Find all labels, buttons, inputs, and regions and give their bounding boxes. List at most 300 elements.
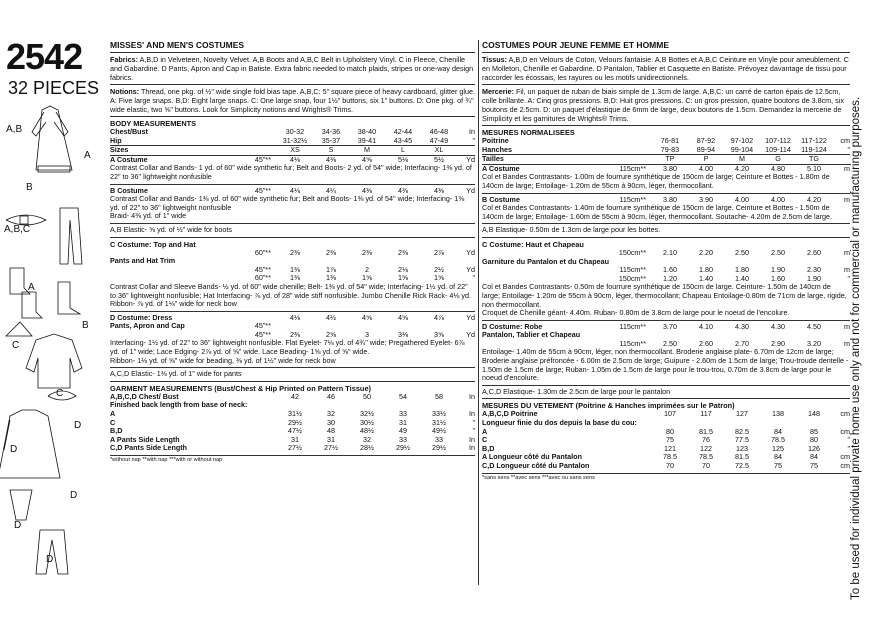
- cell: 2⅜: [290, 247, 300, 257]
- cell: 107: [664, 409, 676, 419]
- row-label: A Costume: [482, 163, 520, 173]
- cell: 4.10: [699, 321, 713, 331]
- cell: 46: [327, 391, 335, 401]
- footnote: *without nap **with nap ***with or without nap: [110, 455, 475, 464]
- fabric-width: 115cm**: [619, 194, 646, 204]
- row-label: A,B,C,D Chest/ Bust: [110, 391, 179, 401]
- cell: 87-92: [696, 136, 716, 145]
- fabrics-paragraph: [482, 55, 850, 85]
- fabric-width: 60"**: [254, 273, 271, 283]
- cell: 42: [291, 391, 299, 401]
- unit: m: [844, 338, 850, 348]
- cell: 5½: [434, 154, 444, 164]
- b-notes: Contrast Collar and Bands- 1⅜ yd. of 60" wide synthetic fur; Belt and Boots- 1⅜ yd. of 54" wide; Interfacing- 1⅜ yd. of 22" to 36" lightweight nonfusible: [110, 194, 465, 212]
- cell: 85: [810, 426, 818, 436]
- unit: ": [847, 273, 850, 283]
- fabric-width: 45"**: [254, 264, 271, 274]
- c-notes: Col et Bandes Contrastants- 0.50m de fourrure synthétique de 150cm de large. Ceinture- 1.50m de 140cm de large; Entoilage- 1.20m de 55cm à 90cm, léger, thermocollant; Chapeau Entoilage-0.80m de 71cm de large, rigide, non thermocollant.: [482, 282, 847, 309]
- english-title: MISSES' AND MEN'S COSTUMES: [110, 40, 475, 53]
- row-label: Hanches: [482, 146, 608, 155]
- cell: 4⅞: [434, 312, 444, 322]
- cell: 3.80: [663, 163, 677, 173]
- body-measurements-table: [482, 137, 850, 173]
- fabric-width: 45"**: [254, 329, 271, 339]
- cell: 3⅝: [434, 329, 444, 339]
- fabric-width: 115cm**: [619, 163, 646, 173]
- notions-paragraph: [482, 87, 850, 126]
- cell: 148: [808, 409, 820, 419]
- c-costume-table: [482, 249, 850, 283]
- notions-label: Mercerie:: [482, 87, 514, 96]
- cell: 5⅛: [398, 154, 408, 164]
- usage-note: To be used for individual private home use only and not for commercial or manufacturing purposes.: [850, 96, 862, 600]
- cell: 29½: [432, 443, 446, 453]
- cell: 1⅜: [326, 273, 336, 283]
- cell: 89-94: [688, 146, 724, 155]
- unit: ": [472, 273, 475, 283]
- row-label: Pantalon, Tablier et Chapeau: [482, 330, 581, 340]
- unit: ": [847, 435, 850, 445]
- unit: In: [469, 434, 475, 444]
- cell: 4⅛: [290, 185, 300, 195]
- view-label: B: [82, 320, 89, 331]
- cell: 2.20: [699, 247, 713, 257]
- fabric-width: 150cm**: [618, 247, 646, 257]
- cell: 35-37: [313, 137, 349, 146]
- row-label: A Pants Side Length: [110, 434, 180, 444]
- footnote: *sans sens **avec sens ***avec ou sans sens: [482, 473, 850, 482]
- cell: 1⅝: [398, 273, 408, 283]
- size-cell: S: [313, 146, 349, 156]
- cell: 121: [664, 443, 676, 453]
- unit: Yd: [466, 329, 475, 339]
- cell: 81.5: [735, 452, 749, 462]
- cell: 31-32½: [277, 137, 313, 146]
- c-costume-table: [110, 249, 475, 283]
- c-notes: Contrast Collar and Sleeve Bands- ½ yd. of 60" wide chenille; Belt- 1⅜ yd. of 54" wide; Interfacing- 1½ yd. of 22" to 36" lightweight nonfusible; Hat Interfacing- ⅞ yd. of 28" wide stiff nonfusible. Jumbo Chenille Rick Rack- 4⅛ yd.: [110, 281, 471, 300]
- view-label: A: [28, 282, 35, 293]
- unit: ": [472, 417, 475, 427]
- fabrics-label: Fabrics:: [110, 55, 138, 64]
- cell: 1.90: [807, 273, 821, 283]
- cell: 1.40: [699, 273, 713, 283]
- cell: 2.60: [807, 247, 821, 257]
- cell: 4.80: [771, 163, 785, 173]
- cell: 1.80: [699, 265, 713, 275]
- cell: 4½: [326, 312, 336, 322]
- cell: 123: [736, 443, 748, 453]
- cell: 119-124: [796, 146, 832, 155]
- cell: 4⅜: [362, 185, 372, 195]
- cell: 4⅝: [362, 154, 372, 164]
- cell: 3⅛: [398, 329, 408, 339]
- unit: cm: [840, 461, 850, 470]
- english-column: [110, 40, 475, 464]
- cell: 2½: [434, 264, 444, 274]
- fabric-width: 115cm**: [619, 265, 646, 275]
- cell: 2⅜: [398, 247, 408, 257]
- cell: 1.20: [663, 273, 677, 283]
- c-title: C Costume: Haut et Chapeau: [482, 239, 584, 249]
- cell: 4.30: [771, 321, 785, 331]
- row-label: D Costume: Robe: [482, 321, 543, 331]
- cell: 4.00: [771, 194, 785, 204]
- row-label: Pants, Apron and Cap: [110, 321, 185, 331]
- cell: 54: [399, 391, 407, 401]
- cell: 2.10: [663, 247, 677, 257]
- unit: ": [472, 426, 475, 436]
- cell: 107-112: [765, 136, 791, 145]
- cell: 31½: [432, 417, 446, 427]
- fabric-width: 115cm**: [619, 321, 646, 331]
- cell: 80: [810, 435, 818, 445]
- fabric-width: 45"**: [254, 154, 271, 164]
- cell: 1⅜: [290, 264, 300, 274]
- unit: m: [844, 194, 850, 204]
- cell: 2.50: [663, 338, 677, 348]
- cell: 27½: [288, 443, 302, 453]
- cell: 4.30: [735, 321, 749, 331]
- cell: 38-40: [357, 127, 377, 136]
- cell: 3: [365, 329, 369, 339]
- size-cell: M: [349, 146, 385, 156]
- cell: 5.10: [807, 163, 821, 173]
- cell: 2: [365, 264, 369, 274]
- cell: 39-41: [349, 137, 385, 146]
- d-costume-table: [482, 323, 850, 349]
- size-cell: M: [724, 155, 760, 165]
- unit: Yd: [466, 247, 475, 257]
- acd-elastic: A,C,D Elastique- 1.30m de 2.5cm de large pour le pantalon: [482, 388, 850, 400]
- garment-measurements-title: GARMENT MEASUREMENTS (Bust/Chest & Hip Printed on Pattern Tissue): [110, 383, 372, 393]
- view-illustrations: [0, 100, 104, 620]
- cell: 72.5: [735, 461, 749, 470]
- ab-elastic: A,B Elastique- 0.50m de 1.3cm de large pour les bottes.: [482, 226, 850, 238]
- unit: m: [844, 247, 850, 257]
- cell: 1.40: [735, 273, 749, 283]
- cell: 32: [327, 409, 335, 419]
- cell: 2.50: [735, 247, 749, 257]
- unit: cm: [840, 452, 850, 462]
- cell: 4.20: [807, 194, 821, 204]
- size-cell: G: [760, 155, 796, 165]
- pattern-number: 2542: [6, 36, 83, 77]
- cell: 82.5: [735, 426, 749, 436]
- notions-text: Thread, one pkg. of ½" wide single fold bias tape. A,B,C: 5" square piece of heavy cardboard, glitter glue. A: Five large snaps. B,D: Eight large snaps. C: One large snap, four 1½" buttons, six 1" buttons. D: One pkg. of ¾" wide elastic, two ⅝" buttons. Look for Simplicity notions and Wrights® Trims.: [110, 87, 475, 114]
- cell: 1⅜: [290, 273, 300, 283]
- view-label: D: [74, 420, 82, 431]
- view-label: A,B: [6, 124, 23, 135]
- view-label: D: [14, 520, 22, 531]
- notions-label: Notions:: [110, 87, 140, 96]
- cell: 3.80: [663, 194, 677, 204]
- cell: 34-36: [321, 127, 341, 136]
- cell: 70: [666, 461, 674, 470]
- cell: 2⅞: [434, 247, 444, 257]
- row-label: A Costume: [110, 154, 148, 164]
- cell: 3.90: [699, 194, 713, 204]
- a-notes: Col et Bandes Contrastants- 1.00m de fourrure synthétique de 150cm de large; Ceinture et Bottes - 1.80m de 140cm de large; Entoilage- 1.20m de 55cm à 90cm, léger, thermocollant.: [482, 173, 850, 193]
- garment-measurements-table: [110, 393, 475, 453]
- row-label: B Costume: [482, 194, 520, 204]
- d-ribbon: Ribbon- 1⅛ yd. of ⅝" wide for beading, ⅜ yd. of 1½" wide for neck bow: [110, 357, 475, 369]
- row-label: B,D: [110, 426, 123, 436]
- left-strip: [0, 0, 104, 627]
- row-label: D Costume: Dress: [110, 312, 173, 322]
- row-label: Pants and Hat Trim: [110, 256, 176, 266]
- view-label: A: [84, 150, 91, 161]
- size-cell: XS: [277, 146, 313, 156]
- cell: 33: [435, 434, 443, 444]
- cell: 4⅝: [362, 312, 372, 322]
- c-ribbon: Ribbon- ⅞ yd. of 1⅛" wide for neck bow: [110, 300, 475, 312]
- cell: 1.80: [735, 265, 749, 275]
- notions-paragraph: [110, 87, 475, 117]
- unit: Yd: [466, 185, 475, 195]
- unit: m: [844, 265, 850, 275]
- row-label: Sizes: [110, 146, 233, 156]
- cell: 31½: [288, 409, 302, 419]
- cell: 30-32: [285, 127, 305, 136]
- cell: 84: [774, 452, 782, 462]
- cell: 78.5: [771, 435, 785, 445]
- cell: 33: [399, 409, 407, 419]
- fabric-width: 150cm**: [618, 273, 646, 283]
- cell: 31: [399, 417, 407, 427]
- cell: 1.90: [771, 265, 785, 275]
- c-title: C Costume: Top and Hat: [110, 239, 196, 249]
- unit: Yd: [466, 312, 475, 322]
- cell: 78.5: [663, 452, 677, 462]
- cell: 76-81: [660, 136, 680, 145]
- cell: 2.30: [807, 265, 821, 275]
- unit: cm: [840, 426, 850, 436]
- cell: 99-104: [724, 146, 760, 155]
- b-notes: Col et Bandes Contrastants- 1.40m de fourrure synthétique de 150cm de large. Ceinture et Bottes - 1.50m de 140cm de large; Entoilage- 1.60m de 55cm à 90cm, léger, thermocollant. Soutache- 4.20m de 2.5cm de large.: [482, 204, 850, 224]
- sizes-row: [482, 155, 850, 165]
- cell: 76: [702, 435, 710, 445]
- unit: Yd: [466, 264, 475, 274]
- body-measurements-table: [110, 128, 475, 164]
- cell: 70: [702, 461, 710, 470]
- cell: 32½: [360, 409, 374, 419]
- cell: 2.70: [735, 338, 749, 348]
- cell: 1⅝: [362, 273, 372, 283]
- fabrics-text: A,B,D in Velveteen, Novelty Velvet. A,B Boots and A,B,C Belt in Upholstery Vinyl. C in Fleece, Chenille and Gabardine. D Pants, Apron and Cap in Batiste. Extra fabric needed to match plaids, stripes or one-way design fabrics.: [110, 55, 474, 82]
- unit: In: [469, 443, 475, 453]
- cell: 1⅞: [326, 264, 336, 274]
- cell: 2⅝: [326, 329, 336, 339]
- cell: 1.60: [663, 265, 677, 275]
- cell: 48: [327, 426, 335, 436]
- d-costume-table: [110, 314, 475, 340]
- row-label: C: [482, 435, 488, 445]
- row-label: A Longueur côté du Pantalon: [482, 452, 582, 462]
- fabrics-text: A,B,D en Velours de Coton, Velours fantaisie. A,B Bottes et A,B,C Ceinture en Vinyle pour ameublement. C en Molleton, Chenille et Gabardine. D Pantalon, Tablier et Casquette en Batiste. Prévoyez davantage de tissu pour raccorder les écossais, les rayures ou les motifs unidirectionnels.: [482, 55, 849, 82]
- fabric-width: 115cm**: [619, 338, 646, 348]
- cell: 46-48: [429, 127, 449, 136]
- cell: 30: [327, 417, 335, 427]
- unit: In: [469, 127, 475, 136]
- table-row: [482, 462, 850, 471]
- size-cell: TP: [652, 155, 688, 165]
- cell: 97-102: [730, 136, 754, 145]
- acd-elastic: A,C,D Elastic- 1⅜ yd. of 1" wide for pants: [110, 370, 475, 382]
- cell: 29½: [396, 443, 410, 453]
- cell: 75: [774, 461, 782, 470]
- b-braid: Braid- 4⅜ yd. of 1" wide: [110, 212, 475, 224]
- view-label: B: [26, 182, 33, 193]
- row-label: C: [110, 417, 116, 427]
- cell: 2⅜: [290, 329, 300, 339]
- cell: 4⅜: [326, 154, 336, 164]
- row-label: Finished back length from base of neck:: [110, 400, 248, 410]
- view-label: D: [70, 490, 78, 501]
- cell: 117: [700, 409, 712, 419]
- cell: 122: [700, 443, 712, 453]
- cell: 47½: [288, 426, 302, 436]
- cell: 4.00: [735, 194, 749, 204]
- cell: 4.50: [807, 321, 821, 331]
- fabric-width: 45"**: [254, 185, 271, 195]
- cell: 126: [808, 443, 820, 453]
- size-cell: P: [688, 155, 724, 165]
- c-ribbon: Croquet de Chenille géant- 4.40m. Ruban- 0.80m de 3.8cm de large pour le noeud de l'encolure.: [482, 309, 850, 321]
- cell: 1⅝: [434, 273, 444, 283]
- fabric-width: 60"**: [254, 247, 271, 257]
- row-label: A: [482, 426, 488, 436]
- row-label: C,D Longueur côté du Pantalon: [482, 461, 590, 470]
- unit: ": [847, 443, 850, 453]
- unit: m: [844, 321, 850, 331]
- notions-text: Fil, un paquet de ruban de biais simple de 1.3cm de large. A,B,C: un carré de carton épais de 12.5cm, colle brillante. A: Cinq gros pressions. B,D: Huit gros pressions. C: un gros pression, quatre boutons de 3.8cm, six boutons de 2.5cm. D: un paquet d'élastique de 6mm de large, deux boutons de 1.5cm. Demandez la mercerie de Simplicity et les garnitures de Wrights® Trims.: [482, 87, 844, 123]
- cell: 2.50: [771, 247, 785, 257]
- ab-elastic: A,B Elastic- ⅝ yd. of ½" wide for boots: [110, 226, 475, 238]
- cell: 125: [772, 443, 784, 453]
- cell: 84: [774, 426, 782, 436]
- d-notes: Interfacing- 1½ yd. of 22" to 36" lightweight nonfusible. Flat Eyelet- 7⅛ yd. of 4¾" wide; Pregathered Eyelet- 6⅞ yd. of 1" wide; Lace Edging- 2⅞ yd. of ⅝" wide. Lace Beading- 1⅝ yd. of ⅝" wide.: [110, 338, 465, 357]
- cell: 78.5: [699, 452, 713, 462]
- row-label: A: [110, 409, 116, 419]
- unit: In: [469, 391, 475, 401]
- fabric-width: 45"**: [254, 321, 271, 331]
- cell: 49½: [432, 426, 446, 436]
- view-label: C: [12, 340, 20, 351]
- cell: 4⅛: [290, 312, 300, 322]
- cell: 80: [666, 426, 674, 436]
- cell: 4⅜: [398, 185, 408, 195]
- unit: m: [844, 163, 850, 173]
- row-label: A,B,C,D Poitrine: [482, 409, 538, 419]
- cell: 33½: [432, 409, 446, 419]
- cell: 48½: [360, 426, 374, 436]
- cell: 31: [327, 434, 335, 444]
- size-cell: XL: [421, 146, 457, 156]
- cell: 4.00: [699, 163, 713, 173]
- d-notes: Entoilage- 1.40m de 55cm à 90cm, léger, non thermocollant. Broderie anglaise plate- 6.70m de 12cm de large; Broderie anglaise préfroncée - 6.00m de 2.5cm de large; Guipure - 2.60m de 1.5cm de large; Trou-troude dentelle - 1.50m de 1.5cm de large; Ruban- 1.05m de 1.5cm de large pour le trou-trou, 0.70m de 3.8cm de large pour le noeud d'encolure.: [482, 348, 850, 385]
- cell: 79-83: [652, 146, 688, 155]
- cell: 84: [810, 452, 818, 462]
- row-label: B,D: [482, 443, 495, 453]
- cell: 2⅜: [362, 247, 372, 257]
- cell: 138: [772, 409, 784, 419]
- cell: 27½: [324, 443, 338, 453]
- cell: 50: [363, 391, 371, 401]
- body-measurements-title: MESURES NORMALISEES: [482, 128, 575, 137]
- cell: 81.5: [699, 426, 713, 436]
- view-label: C: [56, 388, 64, 399]
- row-label: Poitrine: [482, 136, 509, 145]
- cell: 77.5: [735, 435, 749, 445]
- cell: 2.60: [699, 338, 713, 348]
- table-row: [110, 444, 475, 453]
- fabrics-label: Tissus:: [482, 55, 508, 64]
- cell: 43-45: [385, 137, 421, 146]
- cell: 4⅝: [398, 312, 408, 322]
- cell: 49: [399, 426, 407, 436]
- view-label: D: [46, 554, 54, 565]
- cell: 4¼: [326, 185, 336, 195]
- french-title: COSTUMES POUR JEUNE FEMME ET HOMME: [482, 40, 850, 53]
- fabrics-paragraph: [110, 55, 475, 85]
- cell: 2⅛: [398, 264, 408, 274]
- cell: 117-122: [801, 136, 827, 145]
- cell: 30½: [360, 417, 374, 427]
- a-notes: Contrast Collar and Bands- 1 yd. of 60" wide synthetic fur; Belt and Boots- 2 yd. of 54" wide; Interfacing- 1⅜ yd. of 22" to 36" lightweight nonfusible: [110, 164, 475, 184]
- row-label: B Costume: [110, 185, 148, 195]
- cell: 42-44: [393, 127, 413, 136]
- garment-measurements-table: [482, 410, 850, 470]
- view-label: D: [10, 444, 18, 455]
- body-measurements-title: BODY MEASUREMENTS: [110, 119, 197, 128]
- unit: In: [469, 409, 475, 419]
- cell: 4⅛: [290, 154, 300, 164]
- sizes-row: [110, 146, 475, 156]
- row-label: Tailles: [482, 155, 608, 165]
- cell: 75: [810, 461, 818, 470]
- unit: Yd: [466, 154, 475, 164]
- cell: 127: [736, 409, 748, 419]
- pieces-count: 32 PIECES: [8, 78, 100, 98]
- cell: 3.70: [663, 321, 677, 331]
- cell: 58: [435, 391, 443, 401]
- cell: 3.20: [807, 338, 821, 348]
- cell: 1.60: [771, 273, 785, 283]
- column-divider: [478, 40, 479, 585]
- unit: ": [457, 137, 475, 146]
- cell: 31: [291, 434, 299, 444]
- cell: 47-49: [421, 137, 457, 146]
- unit: cm: [840, 136, 850, 145]
- unit: cm: [840, 409, 850, 419]
- cell: 75: [666, 435, 674, 445]
- size-cell: TG: [796, 155, 832, 165]
- row-label: Longueur finie du dos depuis la base du cou:: [482, 418, 637, 428]
- cell: 2⅜: [326, 247, 336, 257]
- cell: 29½: [288, 417, 302, 427]
- size-cell: L: [385, 146, 421, 156]
- cell: 2.90: [771, 338, 785, 348]
- cell: 28½: [360, 443, 374, 453]
- row-label: C,D Pants Side Length: [110, 443, 188, 453]
- garment-measurements-title: MESURES DU VETEMENT (Poitrine & Hanches imprimées sur le Patron): [482, 401, 735, 411]
- unit: ": [832, 146, 850, 155]
- row-label: Hip: [110, 137, 233, 146]
- cell: 4.20: [735, 163, 749, 173]
- view-label: A,B,C: [4, 224, 31, 235]
- cell: 32: [363, 434, 371, 444]
- cell: 4⅜: [434, 185, 444, 195]
